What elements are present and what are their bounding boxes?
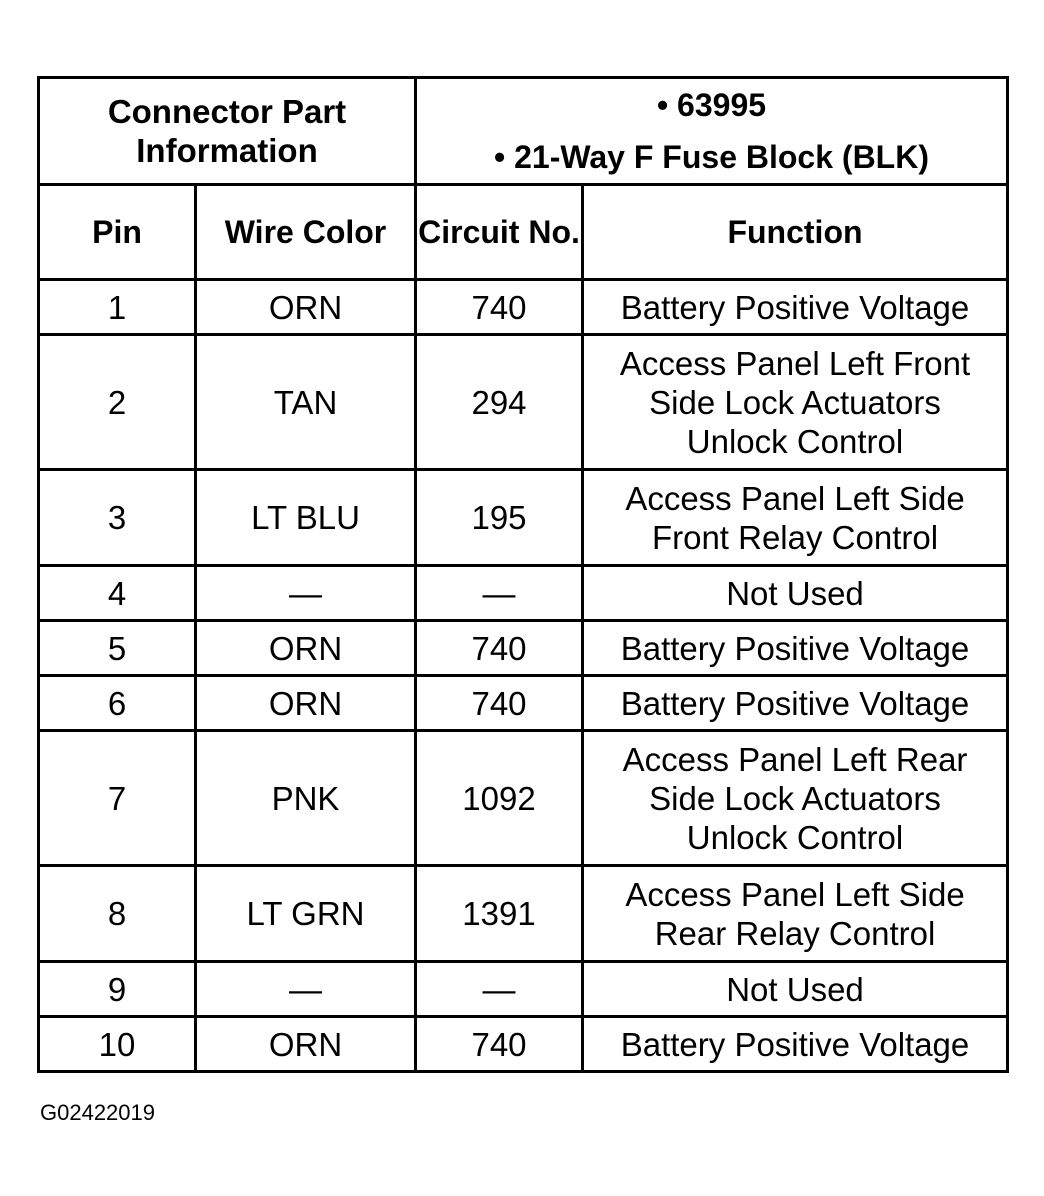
function-cell: Access Panel Left Rear Side Lock Actuators Unlock Control: [583, 731, 1008, 866]
pin-cell: 6: [39, 676, 196, 731]
pin-cell: 2: [39, 335, 196, 470]
wire-color-cell: ORN: [196, 676, 416, 731]
connector-part-label: Connector Part Information: [39, 78, 416, 185]
function-cell: Battery Positive Voltage: [583, 1017, 1008, 1072]
table-row: [39, 676, 1008, 731]
connector-part-row: [39, 78, 1008, 185]
part-number-text: 21-Way F Fuse Block (BLK): [514, 139, 929, 175]
wire-color-cell: ORN: [196, 621, 416, 676]
table-row: [39, 621, 1008, 676]
wire-color-cell: —: [196, 962, 416, 1017]
connector-part-numbers: [416, 78, 1008, 185]
wire-color-cell: ORN: [196, 280, 416, 335]
circuit-cell: 1092: [416, 731, 583, 866]
header-row: [39, 185, 1008, 280]
wire-color-cell: —: [196, 566, 416, 621]
part-number-item: • 63995: [656, 87, 767, 123]
connector-table: [37, 76, 1009, 1073]
header-wire-color: Wire Color: [196, 185, 416, 280]
table-row: [39, 280, 1008, 335]
header-function: Function: [583, 185, 1008, 280]
function-cell: Battery Positive Voltage: [583, 280, 1008, 335]
wire-color-cell: LT BLU: [196, 470, 416, 566]
header-pin: Pin: [39, 185, 196, 280]
wire-color-cell: PNK: [196, 731, 416, 866]
pin-cell: 4: [39, 566, 196, 621]
table-row: [39, 1017, 1008, 1072]
pin-cell: 10: [39, 1017, 196, 1072]
function-cell: Not Used: [583, 962, 1008, 1017]
circuit-cell: 740: [416, 1017, 583, 1072]
part-number-item: • 21-Way F Fuse Block (BLK): [494, 139, 929, 175]
function-cell: Access Panel Left Side Front Relay Control: [583, 470, 1008, 566]
circuit-cell: 294: [416, 335, 583, 470]
part-number-text: 63995: [677, 87, 767, 123]
table-row: [39, 335, 1008, 470]
circuit-cell: 740: [416, 621, 583, 676]
circuit-cell: 740: [416, 676, 583, 731]
header-circuit-no: Circuit No.: [416, 185, 583, 280]
table-row: [39, 866, 1008, 962]
table-row: [39, 566, 1008, 621]
circuit-cell: 1391: [416, 866, 583, 962]
pin-cell: 8: [39, 866, 196, 962]
pin-cell: 9: [39, 962, 196, 1017]
function-cell: Access Panel Left Front Side Lock Actuators Unlock Control: [583, 335, 1008, 470]
function-cell: Access Panel Left Side Rear Relay Control: [583, 866, 1008, 962]
figure-id: G02422019: [40, 1100, 155, 1125]
function-cell: Not Used: [583, 566, 1008, 621]
function-cell: Battery Positive Voltage: [583, 621, 1008, 676]
wire-color-cell: LT GRN: [196, 866, 416, 962]
wire-color-cell: TAN: [196, 335, 416, 470]
table-row: [39, 731, 1008, 866]
function-cell: Battery Positive Voltage: [583, 676, 1008, 731]
pin-cell: 5: [39, 621, 196, 676]
wire-color-cell: ORN: [196, 1017, 416, 1072]
pin-cell: 3: [39, 470, 196, 566]
circuit-cell: —: [416, 566, 583, 621]
pin-cell: 7: [39, 731, 196, 866]
circuit-cell: 740: [416, 280, 583, 335]
circuit-cell: —: [416, 962, 583, 1017]
table-row: [39, 470, 1008, 566]
pin-cell: 1: [39, 280, 196, 335]
table-row: [39, 962, 1008, 1017]
circuit-cell: 195: [416, 470, 583, 566]
